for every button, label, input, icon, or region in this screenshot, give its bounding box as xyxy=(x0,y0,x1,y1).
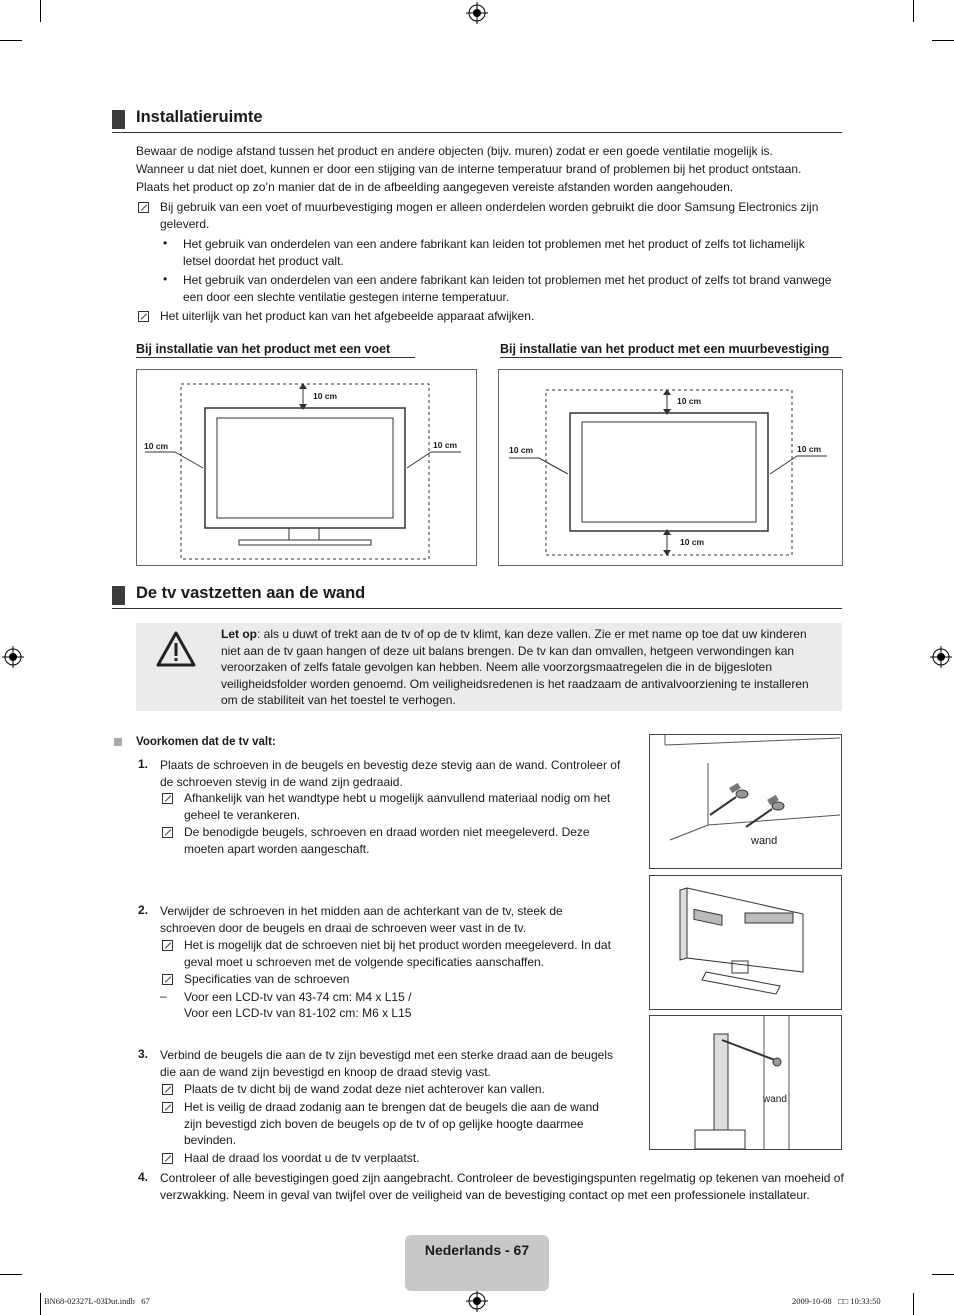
step-text: Verwijder de schroeven in het midden aan de achterkant van de tv, steek de schroeven door de beugels en draai de schroeven weer vast in de tv. xyxy=(160,904,563,935)
distance-label: 10 cm xyxy=(509,445,534,455)
step-number: 3. xyxy=(138,1047,149,1061)
tv-back-drawing xyxy=(650,876,841,1009)
note-text: Het is veilig de draad zodanig aan te brengen dat de beugels die aan de wand zijn bevestigd zich boven de beugels op de tv of op gelijke hoogte daarmee bevinden. xyxy=(184,1100,599,1147)
crop-mark xyxy=(932,1274,954,1275)
warning-label: Let op xyxy=(221,627,257,641)
bullet-text: Het gebruik van onderdelen van een andere fabrikant kan leiden tot problemen met het product of zelfs tot brand vanwege een door een slechte ventilatie gestegen interne temperatuur. xyxy=(183,273,832,304)
note-icon xyxy=(162,793,173,804)
note-text: Haal de draad los voordat u de tv verplaatst. xyxy=(184,1151,420,1165)
wall-mount-heading: Bij installatie van het product met een muurbevestiging xyxy=(500,342,842,358)
page-number: Nederlands - 67 xyxy=(424,1242,530,1258)
page-number-tab xyxy=(405,1235,549,1291)
note-icon xyxy=(138,311,149,322)
step-text: Verbind de beugels die aan de tv zijn bevestigd met een sterke draad aan de beugels die aan de wand zijn bevestigd en knoop de draad stevig vast. xyxy=(160,1048,613,1079)
wall-bracket-drawing xyxy=(650,735,841,868)
section-heading-installatieruimte xyxy=(112,108,842,133)
tv-wire-drawing xyxy=(650,1016,841,1149)
screw-spec: Voor een LCD-tv van 43-74 cm: M4 x L15 / xyxy=(184,990,412,1004)
step-text: Plaats de schroeven in de beugels en bevestig deze stevig aan de wand. Controleer of de schroeven stevig in de wand zijn gedraaid. xyxy=(160,758,621,789)
screw-spec: Voor een LCD-tv van 81-102 cm: M6 x L15 xyxy=(184,1006,412,1020)
registration-mark-icon xyxy=(930,646,952,668)
distance-label: 10 cm xyxy=(313,391,338,401)
stand-heading: Bij installatie van het product met een voet xyxy=(136,342,415,358)
crop-mark xyxy=(0,40,22,41)
note-icon xyxy=(162,1153,173,1164)
file-name: BN68-02327L-03Dut.indb 67 xyxy=(44,1296,150,1306)
warning-triangle-icon xyxy=(156,631,196,667)
registration-mark-icon xyxy=(466,1290,488,1312)
tv-back-illustration xyxy=(649,875,842,1010)
distance-label: 10 cm xyxy=(680,537,705,547)
note-icon xyxy=(162,827,173,838)
step-number: 1. xyxy=(138,757,149,771)
crop-mark xyxy=(913,1293,914,1315)
note-text: Afhankelijk van het wandtype hebt u mogelijk aanvullend materiaal nodig om het geheel te verankeren. xyxy=(184,791,611,822)
note-icon xyxy=(162,974,173,985)
prevent-heading: Voorkomen dat de tv valt: xyxy=(136,736,276,748)
crop-mark xyxy=(0,1274,22,1275)
note-text: De benodigde beugels, schroeven en draad worden niet meegeleverd. Deze moeten apart worden aangeschaft. xyxy=(184,825,590,856)
wall-label: wand xyxy=(751,835,778,847)
square-bullet-icon xyxy=(114,738,122,746)
dash-icon: – xyxy=(160,989,167,1003)
registration-mark-icon xyxy=(466,2,488,24)
registration-mark-icon xyxy=(2,646,24,668)
section-heading-wall-fixing xyxy=(112,584,842,609)
note-icon xyxy=(138,202,149,213)
print-timestamp: 2009-10-08 □□ 10:33:50 xyxy=(792,1296,881,1306)
crop-mark xyxy=(913,0,914,22)
note-text: Het uiterlijk van het product kan van het afgebeelde apparaat afwijken. xyxy=(160,309,535,323)
warning-text xyxy=(221,626,826,709)
step-number: 2. xyxy=(138,903,149,917)
heading-bar xyxy=(112,110,125,129)
section-title: Installatieruimte xyxy=(136,108,263,126)
step-number: 4. xyxy=(138,1170,149,1184)
stand-diagram xyxy=(136,369,477,566)
bullet-icon: • xyxy=(163,272,168,286)
distance-label: 10 cm xyxy=(144,441,169,451)
warning-body: : als u duwt of trekt aan de tv of op de tv klimt, kan deze vallen. Zie er met name op toe dat uw kinderen niet aan de tv gaan hangen of deze uit balans brengen. De tv kan dan omvallen, hetgeen verwondingen kan veroorzaken of zelfs fatale gevolgen kan hebben. Neem alle voorzorgsmaatregelen die in de bijgesloten veiligheidsfolder worden genoemd. Om veiligheidsredenen is het raadzaam de antivalvoorziening te installeren om de stabiliteit van het toestel te verhogen. xyxy=(221,627,809,707)
note-text: Plaats de tv dicht bij de wand zodat deze niet achterover kan vallen. xyxy=(184,1082,545,1096)
intro-line: Plaats het product op zo’n manier dat de in de afbeelding aangegeven vereiste afstanden worden aangehouden. xyxy=(136,180,734,194)
crop-mark xyxy=(40,1293,41,1315)
crop-mark xyxy=(40,0,41,22)
intro-line: Bewaar de nodige afstand tussen het product en andere objecten (bijv. muren) zodat er een goede ventilatie mogelijk is. xyxy=(136,144,773,158)
wall-label: wand xyxy=(763,1094,787,1105)
bullet-icon: • xyxy=(163,236,168,250)
note-text: Bij gebruik van een voet of muurbevestiging mogen er alleen onderdelen worden gebruikt die door Samsung Electronics zijn geleverd. xyxy=(160,200,819,231)
note-icon xyxy=(162,1102,173,1113)
section-title: De tv vastzetten aan de wand xyxy=(136,584,366,602)
distance-label: 10 cm xyxy=(797,444,822,454)
warning-box xyxy=(136,623,842,711)
distance-label: 10 cm xyxy=(433,440,458,450)
note-text: Specificaties van de schroeven xyxy=(184,972,350,986)
wall-mount-diagram-drawing xyxy=(499,370,842,565)
wall-bracket-illustration xyxy=(649,734,842,869)
bullet-text: Het gebruik van onderdelen van een andere fabrikant kan leiden tot problemen met het product of zelfs tot lichamelijk letsel doordat het product valt. xyxy=(183,237,805,268)
step-text: Controleer of alle bevestigingen goed zijn aangebracht. Controleer de bevestigingspunten regelmatig op tekenen van moeheid of verzwakking. Neem in geval van twijfel over de veiligheid van de bevestiging contact op met een professionele installateur. xyxy=(160,1171,844,1202)
note-text: Het is mogelijk dat de schroeven niet bij het product worden meegeleverd. In dat geval moet u schroeven met de volgende specificaties aanschaffen. xyxy=(184,938,611,969)
distance-label: 10 cm xyxy=(677,396,702,406)
crop-mark xyxy=(932,40,954,41)
stand-diagram-drawing xyxy=(137,370,476,565)
note-icon xyxy=(162,1084,173,1095)
tv-wire-illustration xyxy=(649,1015,842,1150)
wall-mount-diagram xyxy=(498,369,843,566)
intro-line: Wanneer u dat niet doet, kunnen er door een stijging van de interne temperatuur brand of problemen bij het product ontstaan. xyxy=(136,162,802,176)
heading-bar xyxy=(112,586,125,605)
note-icon xyxy=(162,940,173,951)
